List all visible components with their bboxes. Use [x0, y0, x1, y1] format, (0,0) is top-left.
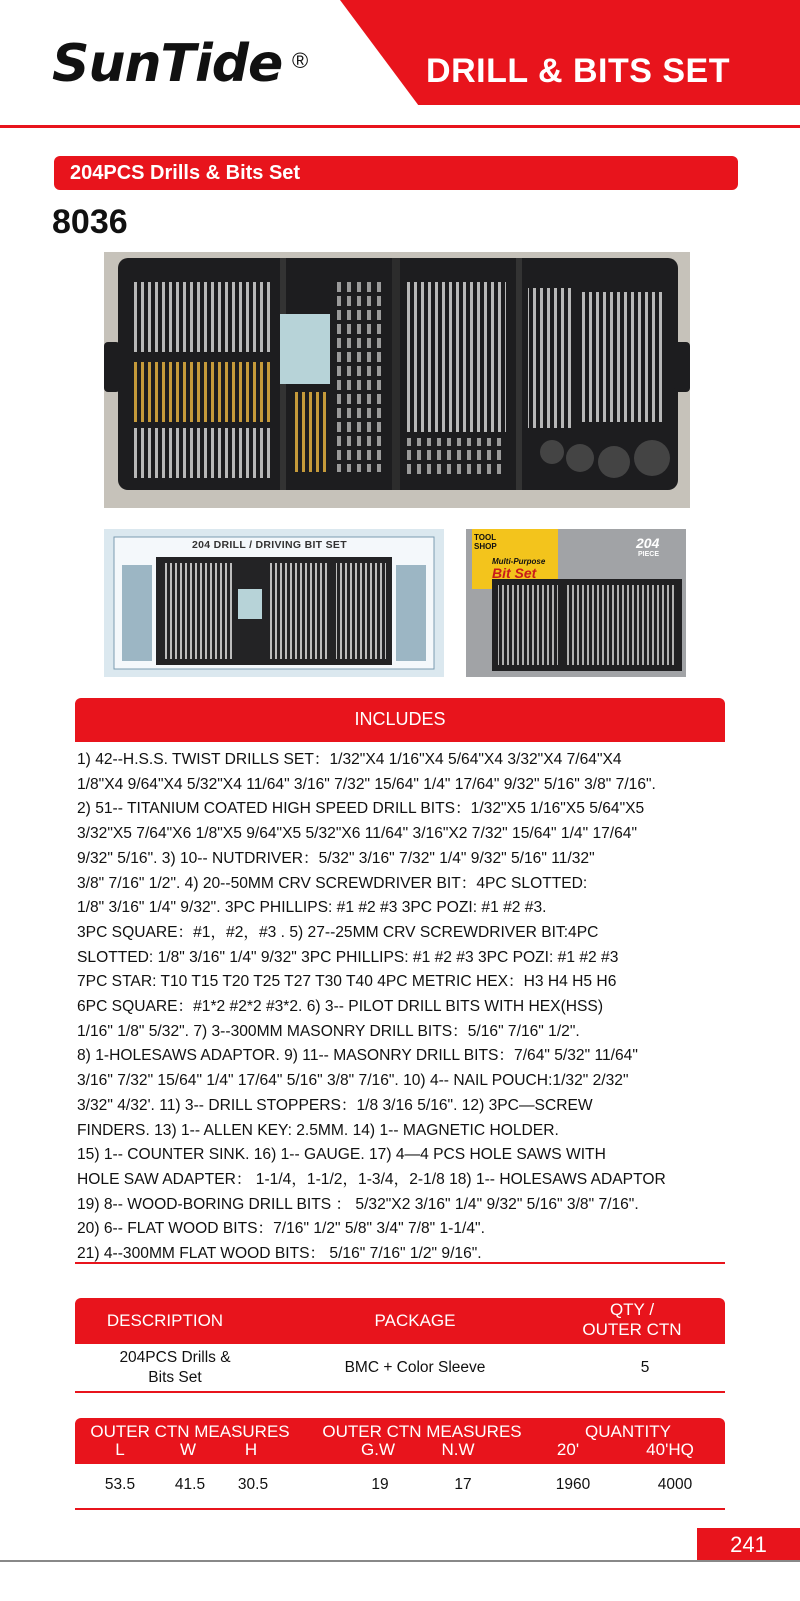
sleeve-back-title-top: Multi-Purpose [492, 557, 546, 566]
product-photo-sleeve-back [466, 529, 686, 677]
spec-header-qty-line2: OUTER CTN [582, 1320, 682, 1339]
carton-header-nw: N.W [441, 1440, 475, 1459]
carton-cell-w: 41.5 [174, 1476, 206, 1493]
product-photo-sleeve-front [104, 529, 444, 677]
spec-cell-package: BMC + Color Sleeve [344, 1359, 486, 1376]
open-case-illustration [104, 252, 690, 508]
spec-cell-description-line1: 204PCS Drills & [119, 1349, 231, 1366]
section-title-bar [54, 156, 738, 190]
carton-header-gw: G.W [361, 1440, 395, 1459]
carton-header-measures: OUTER CTN MEASURES [90, 1422, 290, 1441]
spec-cell-description-line2: Bits Set [148, 1369, 202, 1386]
carton-table-header [75, 1418, 725, 1464]
carton-header-weights: OUTER CTN MEASURES [322, 1422, 522, 1441]
header-rule [0, 125, 800, 128]
carton-cell-nw: 17 [454, 1476, 472, 1493]
spec-table-header [75, 1298, 725, 1344]
sleeve-back-count: 204 [636, 535, 660, 551]
carton-cell-l: 53.5 [104, 1476, 136, 1493]
sleeve-back-brand: TOOL SHOP [474, 533, 497, 551]
page-number: 241 [730, 1532, 767, 1557]
carton-cell-20ft: 1960 [555, 1476, 591, 1493]
registered-mark: ® [292, 48, 309, 73]
model-number: 8036 [52, 203, 128, 241]
sleeve-front-title: 204 DRILL / DRIVING BIT SET [192, 539, 347, 551]
includes-contents: 1) 42--H.S.S. TWIST DRILLS SET：1/32"X4 1/16"X4 5/64"X4 3/32"X4 7/64"X4 1/8"X4 9/64"X4 5/32"X4 11/64" 3/16" 7/32" 15/64" 1/4" 17/64" 9/32" 5/16" 3/8" 7/16". 2) 51-- TITANIUM COATED HIGH SPEED DRILL BITS：1/32"X5 1/16"X5 5/64"X5 3/32"X5 7/64"X6 1/8"X5 9/64"X5 5/32"X6 11/64" 3/16"X2 7/32" 15/64" 1/4" 17/64" 9/32" 5/16". 3) 10-- NUTDRIVER：5/32" 3/16" 7/32" 1/4" 9/32" 5/16" 11/32" 3/8" 7/16" 1/2". 4) 20--50MM CRV SCREWDRIVER BIT：4PC SLOTTED: 1/8" 3/16" 1/4" 9/32". 3PC PHILLIPS: #1 #2 #3 3PC POZI: #1 #2 #3. 3PC SQUARE：#1，#2，#3 . 5) 27--25MM CRV SCREWDRIVER BIT:4PC SLOTTED: 1/8" 3/16" 1/4" 9/32" 3PC PHILLIPS: #1 #2 #3 3PC POZI: #1 #2 #3 7PC STAR: T10 T15 T20 T25 T27 T30 T40 4PC METRIC HEX：H3 H4 H5 H6 6PC SQUARE：#1*2 #2*2 #3*2. 6) 3-- PILOT DRILL BITS WITH HEX(HSS) 1/16" 1/8" 5/32". 7) 3--300MM MASONRY DRILL BITS：5/16" 7/16" 1/2". 8) 1-HOLESAWS ADAPTOR. 9) 11-- MASONRY DRILL BITS：7/64" 5/32" 11/64" 3/16" 7/32" 15/64" 1/4" 17/64" 5/16" 3/8" 7/16". 10) 4-- NAIL POUCH:1/32" 2/32" 3/32" 4/32'. 11) 3-- DRILL STOPPERS：1/8 3/16 5/16". 12) 3PC—SCREW FINDERS. 13) 1-- ALLEN KEY: 2.5MM. 14) 1-- MAGNETIC HOLDER. 15) 1-- COUNTER SINK. 16) 1-- GAUGE. 17) 4—4 PCS HOLE SAWS WITH HOLE SAW ADAPTER： 1-1/4，1-1/2，1-3/4，2-1/8 18) 1-- HOLESAWS ADAPTOR 19) 8-- WOOD-BORING DRILL BITS ： 5/32"X2 3/16" 1/4" 9/32" 5/16" 3/8" 7/16". 20) 6-- FLAT WOOD BITS：7/16" 1/2" 5/8" 3/4" 7/8" 1-1/4". 21) 4--300MM FLAT WOOD BITS： 5/16" 7/16" 1/2" 9/16". [77, 751, 666, 1263]
carton-cell-gw: 19 [371, 1476, 389, 1493]
carton-header-quantity: QUANTITY [585, 1422, 671, 1441]
sleeve-front-illustration [104, 529, 444, 677]
page-number-box [697, 1528, 800, 1560]
brand-logo: SunTide [52, 34, 283, 94]
carton-header-40hq: 40'HQ [646, 1440, 694, 1459]
sleeve-back-title: Bit Set [492, 565, 537, 581]
banner-title: DRILL & BITS SET [426, 52, 730, 90]
carton-cell-40hq: 4000 [657, 1476, 693, 1493]
spec-table-rule [75, 1391, 725, 1393]
includes-header-bar [75, 698, 725, 742]
carton-header-w: W [179, 1440, 197, 1459]
spec-header-description: DESCRIPTION [106, 1311, 224, 1330]
product-photo-open-case [104, 252, 690, 508]
spec-cell-qty: 5 [640, 1359, 650, 1376]
includes-header: INCLUDES [354, 709, 446, 729]
carton-header-h: H [244, 1440, 258, 1459]
sleeve-back-count-label: PIECE [638, 551, 660, 558]
footer-rule [0, 1560, 800, 1562]
header-banner [0, 0, 800, 130]
carton-cell-h: 30.5 [237, 1476, 269, 1493]
carton-header-20ft: 20' [556, 1440, 580, 1459]
carton-table-rule [75, 1508, 725, 1510]
spec-header-qty-line1: QTY / [609, 1300, 655, 1319]
carton-header-l: L [115, 1440, 125, 1459]
spec-header-package: PACKAGE [374, 1311, 456, 1330]
includes-rule [75, 1262, 725, 1264]
section-title: 204PCS Drills & Bits Set [70, 162, 301, 184]
